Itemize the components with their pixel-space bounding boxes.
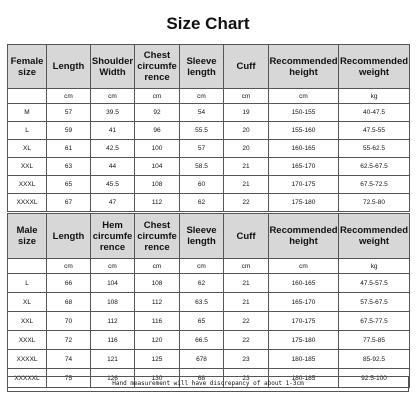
table-row-cell: 92 [135, 104, 180, 122]
female-units-row-cell [8, 89, 47, 104]
table-row-cell: XXXL [8, 331, 47, 350]
table-row-cell: 678 [180, 350, 224, 369]
table-row-cell: 57 [47, 104, 91, 122]
table-row-cell: 116 [91, 331, 135, 350]
female-units-row-cell: cm [47, 89, 91, 104]
female-units-row-cell: cm [180, 89, 224, 104]
male-units-row-cell: cm [135, 259, 180, 274]
table-row-cell: 57 [180, 140, 224, 158]
table-row-cell: XXL [8, 312, 47, 331]
table-row-cell: 21 [224, 293, 269, 312]
male-units-row-cell: kg [339, 259, 410, 274]
table-row-cell: 68 [180, 369, 224, 388]
chart-title: Size Chart [166, 14, 250, 33]
table-row-cell: 57.5-67.5 [339, 293, 410, 312]
table-row-cell: 20 [224, 122, 269, 140]
table-row-cell: 65 [180, 312, 224, 331]
table-row-cell: XL [8, 293, 47, 312]
table-row-cell: M [8, 104, 47, 122]
table-row-cell: 47 [91, 194, 135, 212]
table-row-cell: 21 [224, 176, 269, 194]
table-row-cell: XXL [8, 158, 47, 176]
table-row-cell: 42.5 [91, 140, 135, 158]
table-row-cell: 150-155 [269, 104, 339, 122]
table-row-cell: 62 [180, 274, 224, 293]
table-row [8, 122, 410, 140]
table-row-cell: 66 [47, 274, 91, 293]
table-row-cell: 112 [91, 312, 135, 331]
table-row [8, 140, 410, 158]
female-units-row-cell: kg [339, 89, 410, 104]
table-row-cell: 180-185 [269, 369, 339, 388]
male-units-row-cell: cm [224, 259, 269, 274]
table-row-cell: 61 [47, 140, 91, 158]
table-row-cell: 55-62.5 [339, 140, 410, 158]
female-header-row-cell: Chest circumfe rence [135, 45, 180, 89]
female-units-row-cell: cm [269, 89, 339, 104]
table-row [8, 312, 410, 331]
table-row-cell: 62.5-67.5 [339, 158, 410, 176]
table-row-cell: 108 [135, 176, 180, 194]
table-row-cell: 74 [47, 350, 91, 369]
measurement-note: Hand measurement will have discrepancy of about 1-3cm [7, 376, 409, 392]
table-row-cell: 65 [47, 176, 91, 194]
female-units-row [8, 89, 410, 104]
table-row-cell: 77.5-85 [339, 331, 410, 350]
table-row [8, 274, 410, 293]
table-row [8, 194, 410, 212]
table-row-cell: 67.5-72.5 [339, 176, 410, 194]
male-units-row-cell: cm [47, 259, 91, 274]
table-row-cell: 175-180 [269, 194, 339, 212]
table-row-cell: 121 [91, 350, 135, 369]
table-row-cell: 63 [47, 158, 91, 176]
table-row-cell: 21 [224, 274, 269, 293]
table-row-cell: 21 [224, 158, 269, 176]
table-row-cell: 22 [224, 312, 269, 331]
table-row-cell: 22 [224, 331, 269, 350]
table-row-cell: 47.5-57.5 [339, 274, 410, 293]
table-row-cell: 67 [47, 194, 91, 212]
male-header-row-cell: Length [47, 214, 91, 259]
table-row [8, 350, 410, 369]
table-row-cell: 60 [180, 176, 224, 194]
table-row-cell: 41 [91, 122, 135, 140]
male-units-row-cell [8, 259, 47, 274]
table-row [8, 176, 410, 194]
table-row-cell: 63.5 [180, 293, 224, 312]
table-row-cell: XL [8, 140, 47, 158]
table-row-cell: 58.5 [180, 158, 224, 176]
table-row-cell: 175-180 [269, 331, 339, 350]
table-row-cell: 66.5 [180, 331, 224, 350]
female-units-row-cell: cm [135, 89, 180, 104]
table-row-cell: XXXXL [8, 194, 47, 212]
table-row-cell: 85-92.5 [339, 350, 410, 369]
male-header-row-cell: Cuff [224, 214, 269, 259]
table-row-cell: 54 [180, 104, 224, 122]
table-row-cell: 62 [180, 194, 224, 212]
table-row [8, 293, 410, 312]
table-row-cell: 160-165 [269, 140, 339, 158]
female-header-row-cell: Sleeve length [180, 45, 224, 89]
female-header-row-cell: Cuff [224, 45, 269, 89]
table-row-cell: 155-160 [269, 122, 339, 140]
table-row-cell: L [8, 122, 47, 140]
table-row-cell: 55.5 [180, 122, 224, 140]
table-row-cell: 170-175 [269, 176, 339, 194]
female-size-table [7, 44, 410, 212]
male-units-row-cell: cm [269, 259, 339, 274]
table-row-cell: 160-165 [269, 274, 339, 293]
table-row-cell: 165-170 [269, 293, 339, 312]
table-row-cell: L [8, 274, 47, 293]
female-units-row-cell: cm [91, 89, 135, 104]
table-row-cell: 59 [47, 122, 91, 140]
table-row [8, 331, 410, 350]
female-header-row-cell: Recommended height [269, 45, 339, 89]
table-row-cell: 92.5-100 [339, 369, 410, 388]
table-row-cell: 45.5 [91, 176, 135, 194]
table-row-cell: 19 [224, 104, 269, 122]
female-header-row [8, 45, 410, 89]
table-row-cell: 23 [224, 369, 269, 388]
table-row-cell: 72 [47, 331, 91, 350]
male-header-row-cell: Sleeve length [180, 214, 224, 259]
male-header-row-cell: Male size [8, 214, 47, 259]
table-row-cell: 112 [135, 194, 180, 212]
table-row-cell: 20 [224, 140, 269, 158]
male-header-row-cell: Recommended height [269, 214, 339, 259]
table-row-cell: 40-47.5 [339, 104, 410, 122]
table-row-cell: 44 [91, 158, 135, 176]
male-units-row-cell: cm [180, 259, 224, 274]
male-header-row-cell: Chest circumfe rence [135, 214, 180, 259]
male-units-row-cell: cm [91, 259, 135, 274]
table-row-cell: 120 [135, 331, 180, 350]
table-row-cell: 75 [47, 369, 91, 388]
male-units-row [8, 259, 410, 274]
male-header-row-cell: Hem circumfe rence [91, 214, 135, 259]
table-row-cell: 68 [47, 293, 91, 312]
table-row-cell: 100 [135, 140, 180, 158]
table-row-cell: 104 [135, 158, 180, 176]
table-row-cell: 108 [135, 274, 180, 293]
female-header-row-cell: Recommended weight [339, 45, 410, 89]
table-row-cell: 72.5-80 [339, 194, 410, 212]
table-row-cell: 96 [135, 122, 180, 140]
female-units-row-cell: cm [224, 89, 269, 104]
table-row-cell: XXXXXL [8, 369, 47, 388]
table-row-cell: 130 [135, 369, 180, 388]
table-row-cell: 180-185 [269, 350, 339, 369]
table-row [8, 158, 410, 176]
table-row-cell: 165-170 [269, 158, 339, 176]
male-header-row [8, 214, 410, 259]
female-header-row-cell: Length [47, 45, 91, 89]
table-row-cell: 47.5-55 [339, 122, 410, 140]
male-header-row-cell: Recommended weight [339, 214, 410, 259]
male-size-table [7, 213, 410, 388]
female-header-row-cell: Shoulder Width [91, 45, 135, 89]
table-row-cell: 67.5-77.5 [339, 312, 410, 331]
table-row-cell: XXXXL [8, 350, 47, 369]
table-row-cell: 23 [224, 350, 269, 369]
table-row-cell: XXXL [8, 176, 47, 194]
table-row-cell: 108 [91, 293, 135, 312]
table-row-cell: 126 [91, 369, 135, 388]
table-row-cell: 104 [91, 274, 135, 293]
table-row-cell: 125 [135, 350, 180, 369]
table-row [8, 104, 410, 122]
female-header-row-cell: Female size [8, 45, 47, 89]
table-row-cell: 70 [47, 312, 91, 331]
table-row-cell: 170-175 [269, 312, 339, 331]
table-row-cell: 112 [135, 293, 180, 312]
table-row-cell: 116 [135, 312, 180, 331]
table-row-cell: 39.5 [91, 104, 135, 122]
table-row-cell: 22 [224, 194, 269, 212]
